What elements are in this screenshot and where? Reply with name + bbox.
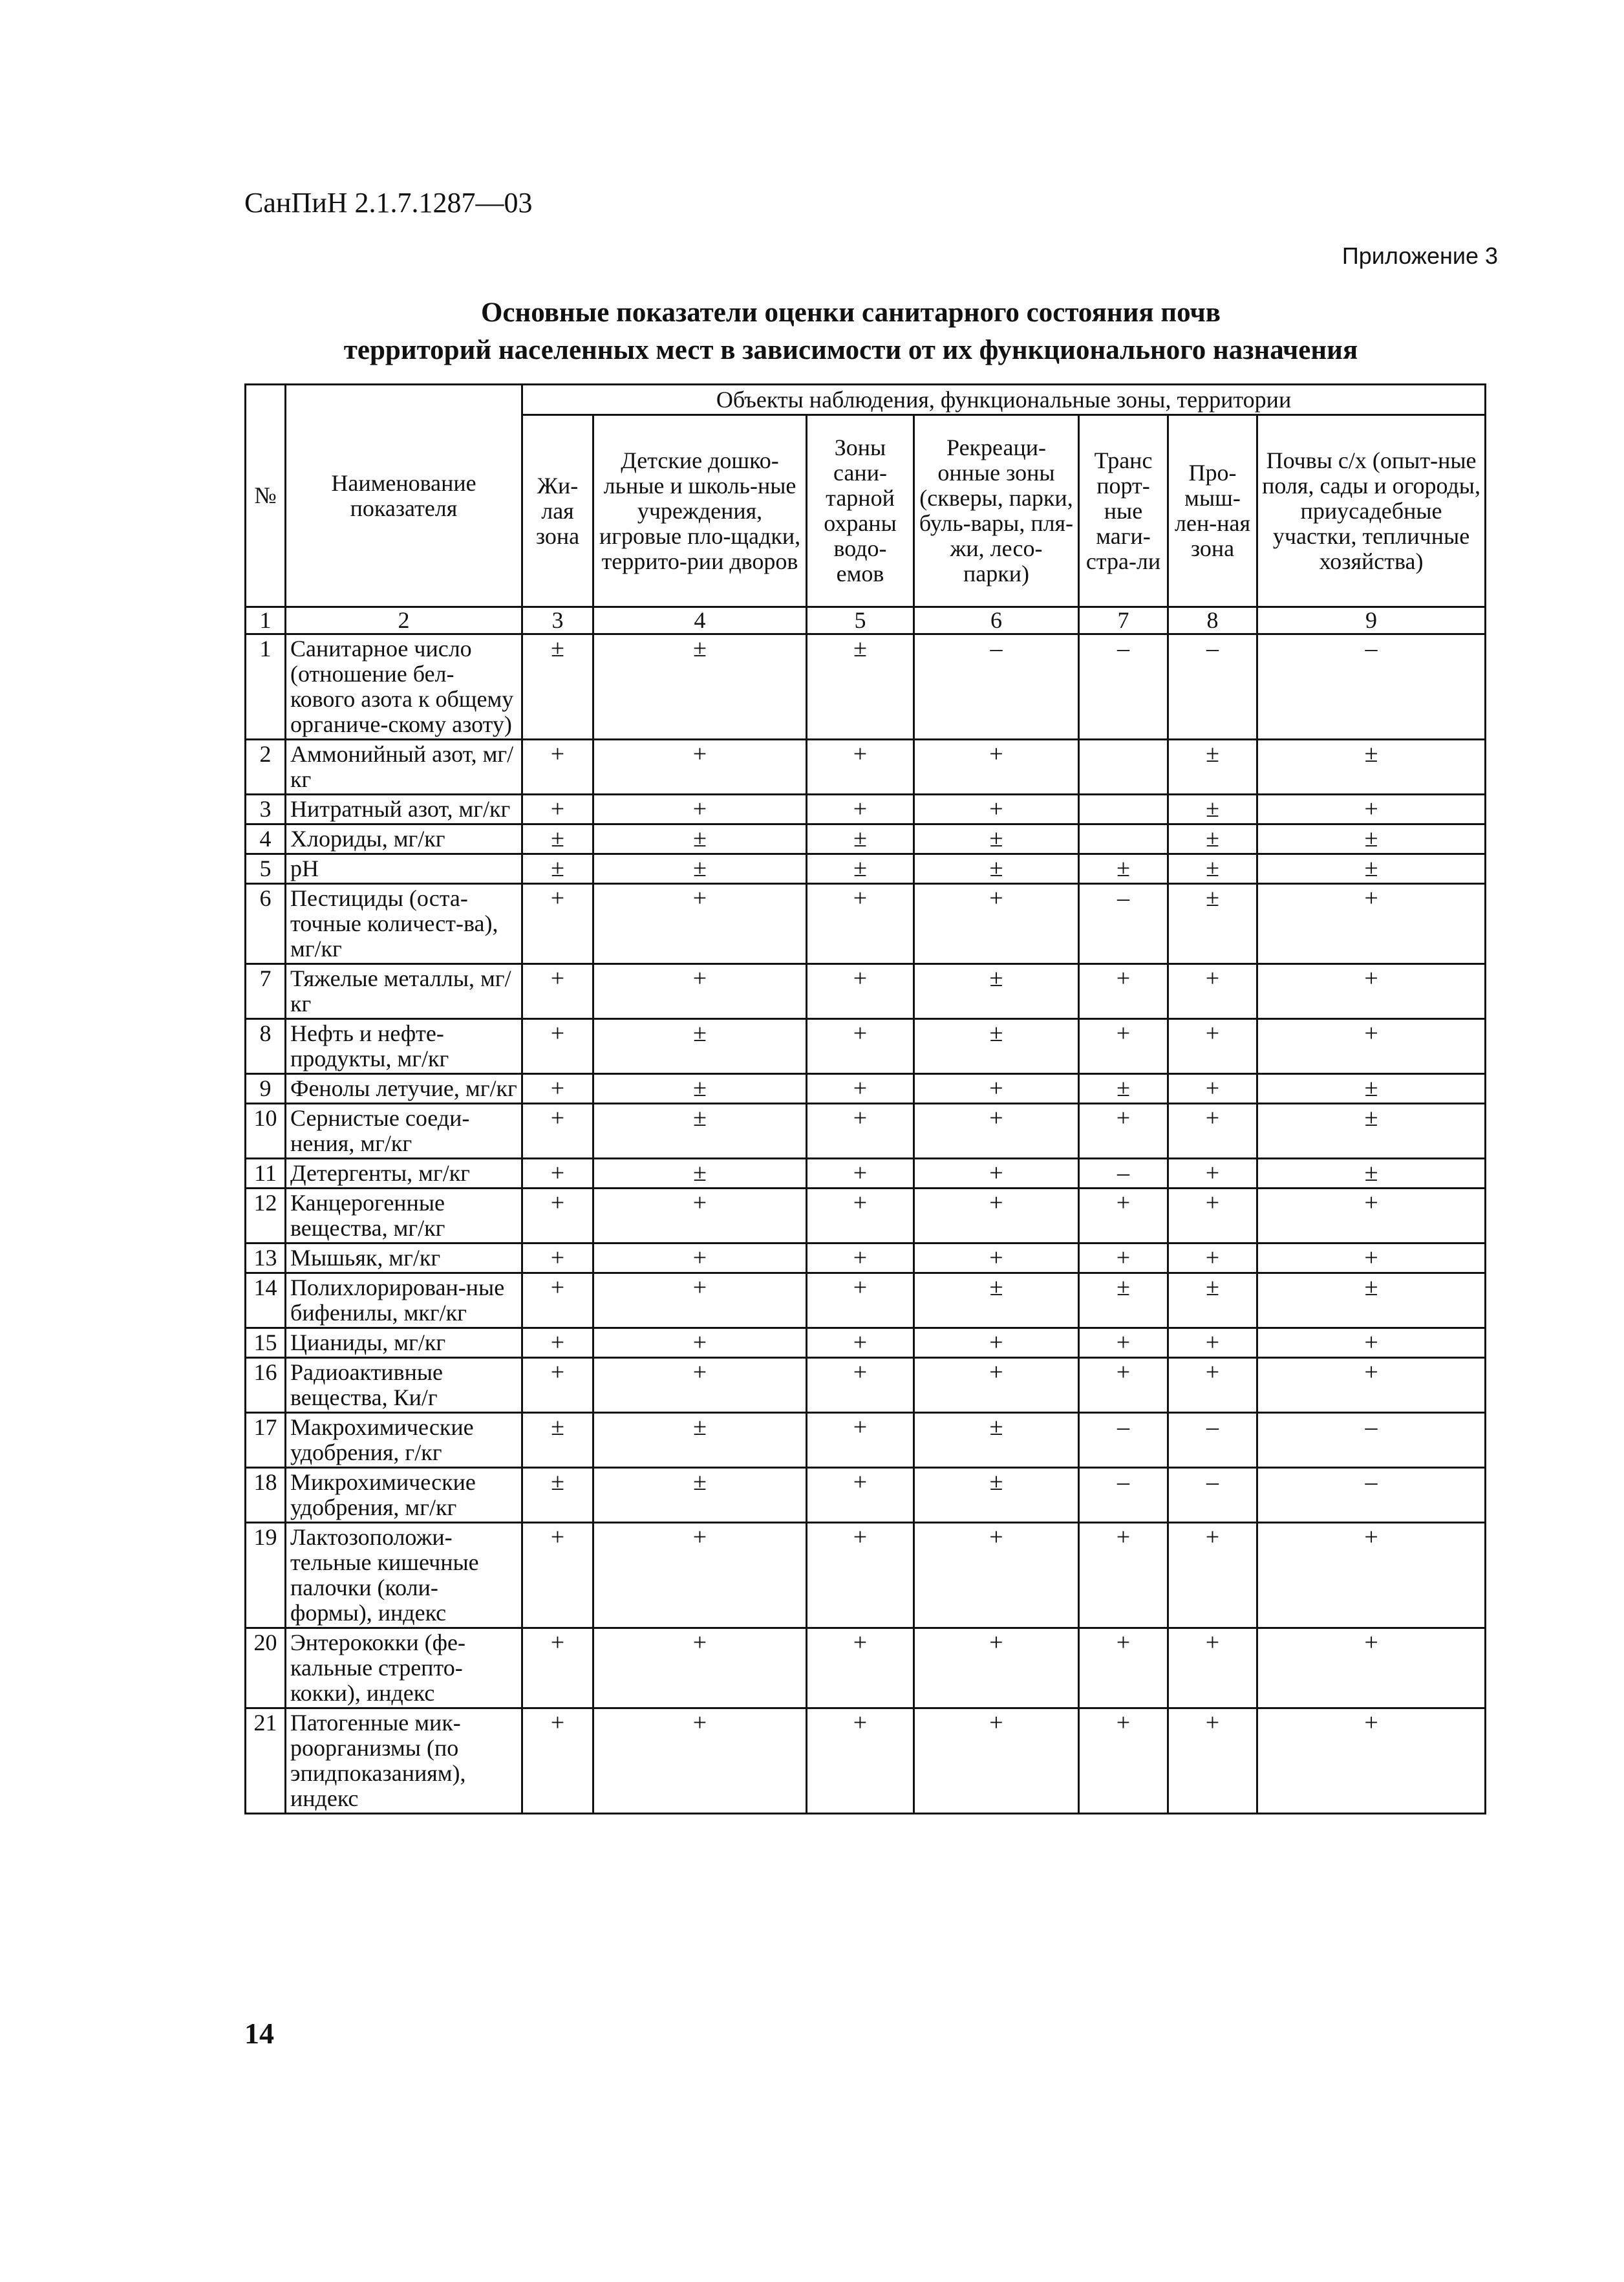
indicator-mark: + bbox=[914, 1074, 1079, 1104]
indicator-name: Радиоактивные вещества, Ки/г bbox=[286, 1358, 522, 1413]
indicator-mark: – bbox=[1257, 1413, 1486, 1468]
indicator-mark: + bbox=[914, 1104, 1079, 1159]
indicator-mark: + bbox=[807, 1358, 914, 1413]
indicator-mark: + bbox=[914, 1189, 1079, 1243]
indicator-mark: + bbox=[1079, 1523, 1168, 1628]
table-row bbox=[246, 884, 1486, 964]
row-number: 14 bbox=[246, 1273, 286, 1328]
indicator-mark: ± bbox=[1257, 1074, 1486, 1104]
indicator-mark: ± bbox=[1257, 1159, 1486, 1189]
indicator-name: Микрохимические удобрения, мг/кг bbox=[286, 1468, 522, 1523]
indicator-mark: ± bbox=[914, 1019, 1079, 1074]
indicator-mark: + bbox=[593, 1358, 807, 1413]
indicator-mark: + bbox=[914, 1159, 1079, 1189]
indicator-mark: + bbox=[522, 1523, 593, 1628]
indicator-mark: + bbox=[522, 1358, 593, 1413]
table-row bbox=[246, 1468, 1486, 1523]
indicator-mark: + bbox=[807, 740, 914, 795]
indicator-mark: + bbox=[807, 1104, 914, 1159]
zone-header: Почвы с/х (опыт-ные поля, сады и огороды, приусадебные участки, тепличные хозяйства) bbox=[1257, 415, 1486, 607]
indicator-mark: ± bbox=[1257, 824, 1486, 854]
indicator-mark: + bbox=[593, 740, 807, 795]
indicator-mark: ± bbox=[593, 1159, 807, 1189]
indicator-mark: – bbox=[1257, 634, 1486, 740]
indicator-mark: ± bbox=[522, 1468, 593, 1523]
indicator-mark: ± bbox=[914, 824, 1079, 854]
zone-header: Транс порт-ные маги-стра-ли bbox=[1079, 415, 1168, 607]
table-body bbox=[246, 634, 1486, 1814]
indicator-mark: ± bbox=[914, 854, 1079, 884]
indicator-mark: + bbox=[522, 740, 593, 795]
table-row bbox=[246, 1358, 1486, 1413]
row-number: 7 bbox=[246, 964, 286, 1019]
indicator-mark: + bbox=[807, 1468, 914, 1523]
indicator-mark: + bbox=[1079, 1628, 1168, 1708]
indicator-mark: + bbox=[807, 1019, 914, 1074]
row-number: 20 bbox=[246, 1628, 286, 1708]
row-number: 10 bbox=[246, 1104, 286, 1159]
soil-indicators-table bbox=[244, 383, 1486, 1814]
table-row bbox=[246, 1523, 1486, 1628]
indicator-mark: + bbox=[1079, 1358, 1168, 1413]
table-row bbox=[246, 1708, 1486, 1814]
table-row bbox=[246, 1189, 1486, 1243]
row-number: 4 bbox=[246, 824, 286, 854]
indicator-mark: + bbox=[522, 1273, 593, 1328]
indicator-mark: ± bbox=[593, 1413, 807, 1468]
indicator-name: Полихлорирован-ные бифенилы, мкг/кг bbox=[286, 1273, 522, 1328]
indicator-mark: – bbox=[1168, 1413, 1257, 1468]
indicator-mark: + bbox=[1168, 1328, 1257, 1358]
indicator-mark: + bbox=[1168, 1189, 1257, 1243]
indicator-mark: + bbox=[593, 1243, 807, 1273]
row-number: 6 bbox=[246, 884, 286, 964]
indicator-mark: – bbox=[914, 634, 1079, 740]
indicator-name: Сернистые соеди-нения, мг/кг bbox=[286, 1104, 522, 1159]
indicator-mark: – bbox=[1168, 634, 1257, 740]
column-number: 3 bbox=[522, 607, 593, 634]
indicator-mark: + bbox=[1257, 1628, 1486, 1708]
indicator-mark: + bbox=[1257, 1189, 1486, 1243]
indicator-mark: ± bbox=[807, 854, 914, 884]
indicator-mark: + bbox=[1079, 1019, 1168, 1074]
indicator-mark: ± bbox=[914, 964, 1079, 1019]
indicator-mark: + bbox=[1168, 1708, 1257, 1814]
indicator-name: Пестициды (оста-точные количест-ва), мг/кг bbox=[286, 884, 522, 964]
table-row bbox=[246, 1159, 1486, 1189]
indicator-mark: + bbox=[807, 1413, 914, 1468]
indicator-mark: + bbox=[1079, 1708, 1168, 1814]
indicator-mark: – bbox=[1079, 634, 1168, 740]
zone-header: Детские дошко-льные и школь-ные учреждения, игровые пло-щадки, террито-рии дворов bbox=[593, 415, 807, 607]
column-number: 5 bbox=[807, 607, 914, 634]
indicator-mark: + bbox=[522, 1019, 593, 1074]
indicator-mark: + bbox=[1257, 795, 1486, 824]
column-number: 4 bbox=[593, 607, 807, 634]
indicator-mark: + bbox=[1168, 1104, 1257, 1159]
indicator-mark: ± bbox=[1168, 884, 1257, 964]
document-code: СанПиН 2.1.7.1287—03 bbox=[244, 187, 533, 219]
indicator-mark: + bbox=[1257, 964, 1486, 1019]
indicator-mark: + bbox=[914, 1708, 1079, 1814]
indicator-mark: + bbox=[1168, 1019, 1257, 1074]
indicator-mark: – bbox=[1079, 1468, 1168, 1523]
indicator-mark: + bbox=[914, 1243, 1079, 1273]
indicator-mark: ± bbox=[914, 1413, 1079, 1468]
column-number: 7 bbox=[1079, 607, 1168, 634]
indicator-mark: ± bbox=[593, 634, 807, 740]
indicator-mark: + bbox=[914, 795, 1079, 824]
indicator-mark: ± bbox=[1257, 1273, 1486, 1328]
indicator-mark: + bbox=[1257, 1243, 1486, 1273]
indicator-mark bbox=[1079, 824, 1168, 854]
indicator-mark: + bbox=[1257, 1523, 1486, 1628]
indicator-mark: ± bbox=[807, 824, 914, 854]
indicator-mark: + bbox=[1168, 964, 1257, 1019]
indicator-mark: + bbox=[1168, 1159, 1257, 1189]
indicator-mark: + bbox=[1257, 1708, 1486, 1814]
table-row bbox=[246, 1328, 1486, 1358]
indicator-mark: ± bbox=[593, 1104, 807, 1159]
indicator-mark: + bbox=[914, 1628, 1079, 1708]
indicator-mark: + bbox=[807, 884, 914, 964]
table-row bbox=[246, 964, 1486, 1019]
table-row bbox=[246, 854, 1486, 884]
indicator-mark: ± bbox=[914, 1273, 1079, 1328]
indicator-mark: + bbox=[807, 795, 914, 824]
indicator-mark: ± bbox=[522, 854, 593, 884]
indicator-mark: ± bbox=[1257, 740, 1486, 795]
indicator-name: Мышьяк, мг/кг bbox=[286, 1243, 522, 1273]
table-row bbox=[246, 1104, 1486, 1159]
row-number: 1 bbox=[246, 634, 286, 740]
indicator-mark: ± bbox=[807, 634, 914, 740]
row-number: 9 bbox=[246, 1074, 286, 1104]
indicator-mark: + bbox=[1168, 1628, 1257, 1708]
indicator-mark: + bbox=[914, 1523, 1079, 1628]
indicator-mark: + bbox=[1079, 1328, 1168, 1358]
indicator-mark: + bbox=[522, 795, 593, 824]
indicator-mark: ± bbox=[522, 824, 593, 854]
page-number: 14 bbox=[244, 2017, 274, 2050]
indicator-mark: + bbox=[522, 1104, 593, 1159]
indicator-mark: + bbox=[807, 1189, 914, 1243]
zone-header: Зоны сани-тарной охраны водо-емов bbox=[807, 415, 914, 607]
row-number: 18 bbox=[246, 1468, 286, 1523]
column-number: 1 bbox=[246, 607, 286, 634]
row-number: 17 bbox=[246, 1413, 286, 1468]
indicator-mark: ± bbox=[593, 854, 807, 884]
table-row bbox=[246, 740, 1486, 795]
column-number: 6 bbox=[914, 607, 1079, 634]
indicator-mark: + bbox=[593, 1328, 807, 1358]
indicator-mark: ± bbox=[1168, 854, 1257, 884]
indicator-mark: + bbox=[522, 1074, 593, 1104]
indicator-mark: + bbox=[807, 964, 914, 1019]
indicator-name: Детергенты, мг/кг bbox=[286, 1159, 522, 1189]
indicator-mark: + bbox=[807, 1628, 914, 1708]
indicator-mark: + bbox=[1079, 964, 1168, 1019]
zone-header: Про-мыш-лен-ная зона bbox=[1168, 415, 1257, 607]
table-row bbox=[246, 1074, 1486, 1104]
indicator-mark: + bbox=[1257, 884, 1486, 964]
indicator-name: Цианиды, мг/кг bbox=[286, 1328, 522, 1358]
indicator-name: Фенолы летучие, мг/кг bbox=[286, 1074, 522, 1104]
row-number: 2 bbox=[246, 740, 286, 795]
table-row bbox=[246, 1273, 1486, 1328]
group-header: Объекты наблюдения, функциональные зоны, территории bbox=[522, 385, 1486, 415]
row-number: 12 bbox=[246, 1189, 286, 1243]
indicator-mark: ± bbox=[1079, 1074, 1168, 1104]
indicator-mark: + bbox=[1257, 1328, 1486, 1358]
indicator-mark: + bbox=[807, 1708, 914, 1814]
indicator-mark bbox=[1079, 740, 1168, 795]
indicator-mark: + bbox=[914, 1328, 1079, 1358]
indicator-mark: + bbox=[522, 1243, 593, 1273]
zone-header: Жи-лая зона bbox=[522, 415, 593, 607]
indicator-mark: – bbox=[1079, 884, 1168, 964]
indicator-name: Канцерогенные вещества, мг/кг bbox=[286, 1189, 522, 1243]
indicator-mark: ± bbox=[1168, 795, 1257, 824]
indicator-mark: ± bbox=[522, 634, 593, 740]
appendix-label: Приложение 3 bbox=[1341, 242, 1498, 269]
indicator-name: Нефть и нефте-продукты, мг/кг bbox=[286, 1019, 522, 1074]
indicator-mark: + bbox=[593, 884, 807, 964]
row-number: 15 bbox=[246, 1328, 286, 1358]
row-number: 11 bbox=[246, 1159, 286, 1189]
indicator-name: pH bbox=[286, 854, 522, 884]
indicator-mark: + bbox=[1168, 1074, 1257, 1104]
indicator-mark: + bbox=[593, 1273, 807, 1328]
row-number: 21 bbox=[246, 1708, 286, 1814]
indicator-name: Хлориды, мг/кг bbox=[286, 824, 522, 854]
indicator-mark: + bbox=[522, 1628, 593, 1708]
indicator-mark: + bbox=[807, 1243, 914, 1273]
table-row bbox=[246, 1628, 1486, 1708]
table-row bbox=[246, 1019, 1486, 1074]
indicator-mark: + bbox=[914, 1358, 1079, 1413]
indicator-mark: + bbox=[1079, 1243, 1168, 1273]
title-line-1: Основные показатели оценки санитарного состояния почв bbox=[480, 297, 1221, 328]
indicator-mark: – bbox=[1257, 1468, 1486, 1523]
indicator-mark: + bbox=[1079, 1104, 1168, 1159]
row-number: 3 bbox=[246, 795, 286, 824]
indicator-mark: ± bbox=[1257, 1104, 1486, 1159]
indicator-mark: + bbox=[522, 884, 593, 964]
indicator-name: Аммонийный азот, мг/кг bbox=[286, 740, 522, 795]
indicator-mark: + bbox=[807, 1074, 914, 1104]
indicator-mark: + bbox=[1079, 1189, 1168, 1243]
indicator-mark: + bbox=[522, 1159, 593, 1189]
indicator-mark: ± bbox=[522, 1413, 593, 1468]
indicator-mark: + bbox=[807, 1159, 914, 1189]
title-line-2: территорий населенных мест в зависимости от их функционального назначения bbox=[343, 335, 1358, 365]
indicator-mark: + bbox=[1168, 1243, 1257, 1273]
column-number: 9 bbox=[1257, 607, 1486, 634]
indicator-mark: ± bbox=[593, 1468, 807, 1523]
indicator-mark: + bbox=[522, 1708, 593, 1814]
column-header-number: № bbox=[246, 385, 286, 607]
indicator-name: Нитратный азот, мг/кг bbox=[286, 795, 522, 824]
indicator-mark: + bbox=[807, 1523, 914, 1628]
table-row bbox=[246, 824, 1486, 854]
indicator-mark: + bbox=[593, 1708, 807, 1814]
indicator-mark: ± bbox=[914, 1468, 1079, 1523]
indicator-mark: + bbox=[593, 1628, 807, 1708]
indicator-mark: + bbox=[593, 1189, 807, 1243]
row-number: 13 bbox=[246, 1243, 286, 1273]
indicator-mark: ± bbox=[1079, 854, 1168, 884]
indicator-mark: + bbox=[522, 1189, 593, 1243]
indicator-mark: + bbox=[807, 1328, 914, 1358]
indicator-mark: ± bbox=[593, 1074, 807, 1104]
table-row bbox=[246, 795, 1486, 824]
column-number: 2 bbox=[286, 607, 522, 634]
table-row bbox=[246, 1413, 1486, 1468]
column-numbers-row bbox=[246, 607, 1486, 634]
indicator-name: Макрохимические удобрения, г/кг bbox=[286, 1413, 522, 1468]
indicator-mark: + bbox=[914, 740, 1079, 795]
indicator-mark: + bbox=[593, 1523, 807, 1628]
indicator-mark: ± bbox=[1168, 824, 1257, 854]
indicator-mark: + bbox=[593, 795, 807, 824]
indicator-mark: + bbox=[1257, 1019, 1486, 1074]
column-header-name: Наименование показателя bbox=[286, 385, 522, 607]
indicator-mark: ± bbox=[593, 1019, 807, 1074]
row-number: 5 bbox=[246, 854, 286, 884]
indicator-mark: + bbox=[522, 964, 593, 1019]
indicator-name: Патогенные мик-роорганизмы (по эпидпоказаниям), индекс bbox=[286, 1708, 522, 1814]
indicator-name: Энтерококки (фе-кальные стрепто-кокки), индекс bbox=[286, 1628, 522, 1708]
table-row bbox=[246, 634, 1486, 740]
indicator-mark: ± bbox=[1079, 1273, 1168, 1328]
indicator-mark bbox=[1079, 795, 1168, 824]
indicator-name: Лактозоположи-тельные кишечные палочки (коли-формы), индекс bbox=[286, 1523, 522, 1628]
row-number: 8 bbox=[246, 1019, 286, 1074]
row-number: 19 bbox=[246, 1523, 286, 1628]
indicator-mark: + bbox=[914, 884, 1079, 964]
indicator-mark: + bbox=[1257, 1358, 1486, 1413]
indicator-mark: + bbox=[593, 964, 807, 1019]
table-row bbox=[246, 1243, 1486, 1273]
indicator-mark: ± bbox=[1168, 1273, 1257, 1328]
indicator-mark: + bbox=[1168, 1358, 1257, 1413]
indicator-mark: – bbox=[1079, 1413, 1168, 1468]
row-number: 16 bbox=[246, 1358, 286, 1413]
indicator-mark: – bbox=[1079, 1159, 1168, 1189]
zone-header: Рекреаци-онные зоны (скверы, парки, буль-вары, пля-жи, лесо-парки) bbox=[914, 415, 1079, 607]
indicator-mark: – bbox=[1168, 1468, 1257, 1523]
indicator-name: Санитарное число (отношение бел-кового азота к общему органиче-скому азоту) bbox=[286, 634, 522, 740]
indicator-mark: + bbox=[1168, 1523, 1257, 1628]
column-number: 8 bbox=[1168, 607, 1257, 634]
indicator-mark: + bbox=[522, 1328, 593, 1358]
indicator-mark: ± bbox=[593, 824, 807, 854]
indicator-name: Тяжелые металлы, мг/кг bbox=[286, 964, 522, 1019]
indicator-mark: ± bbox=[1257, 854, 1486, 884]
indicator-mark: + bbox=[807, 1273, 914, 1328]
indicator-mark: ± bbox=[1168, 740, 1257, 795]
page-title bbox=[129, 294, 1572, 369]
